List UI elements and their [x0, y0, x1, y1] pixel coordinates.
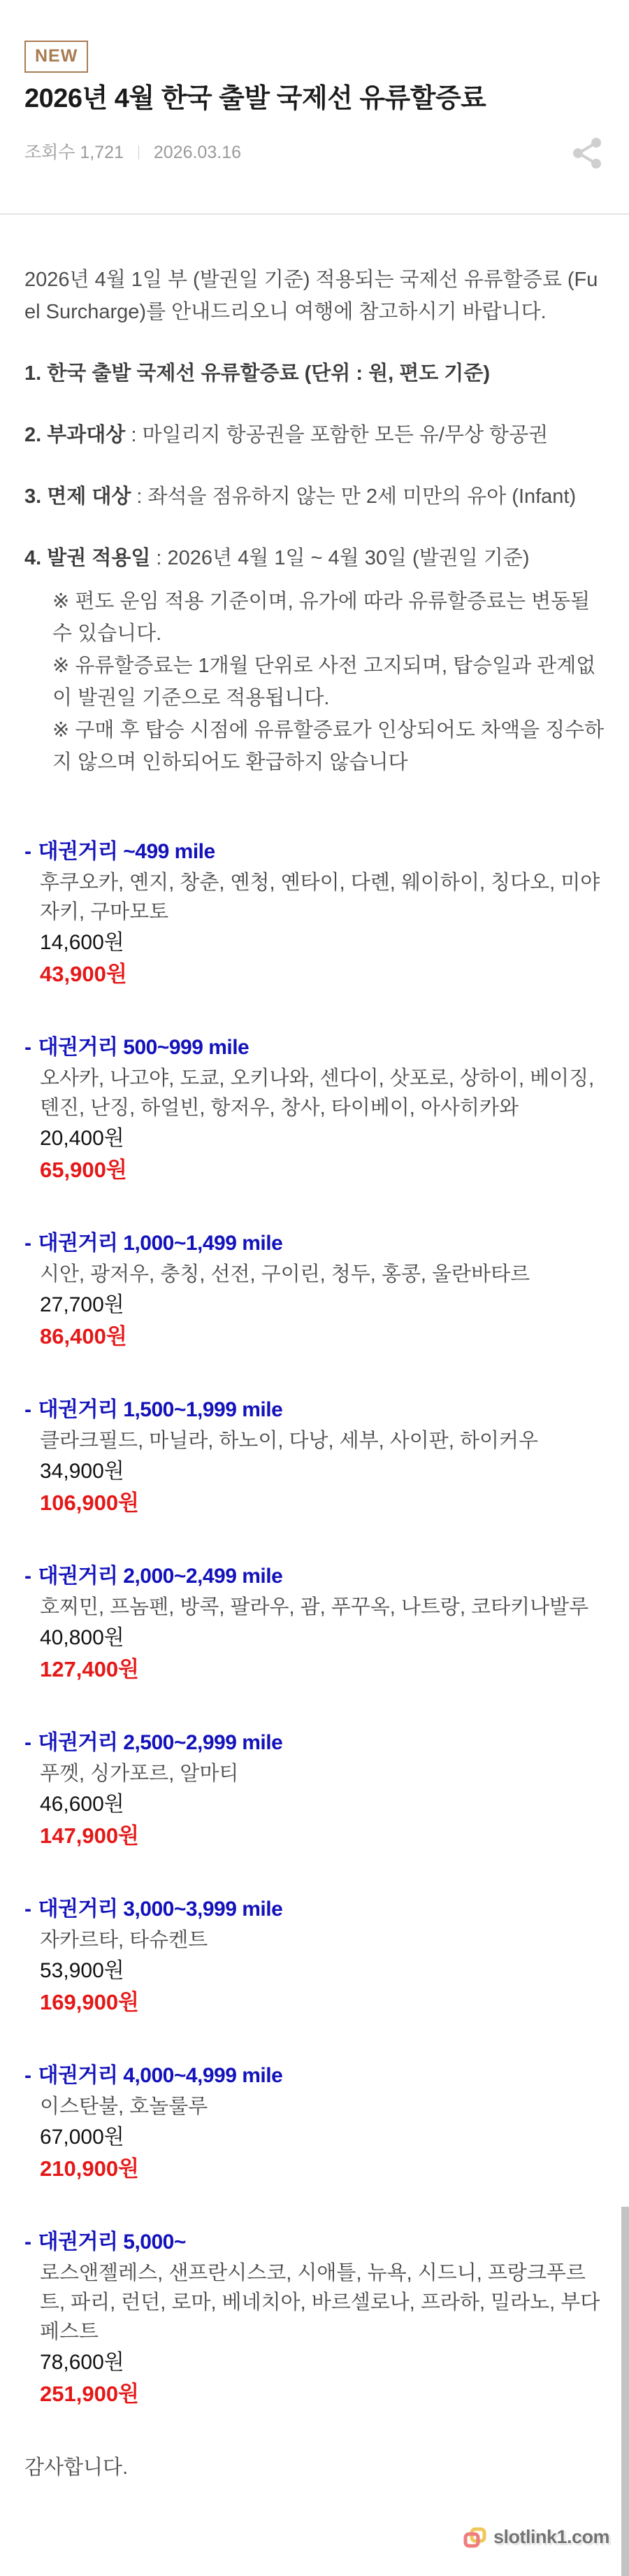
fare-section-1000-1499: [24, 1229, 605, 1352]
item-rest: : 마일리지 항공권을 포함한 모든 유/무상 항공권: [125, 423, 549, 446]
fare-price-total: 147,900원: [40, 1823, 140, 1848]
fare-range-title: [24, 1033, 605, 1062]
item-ticketing-period: [24, 542, 605, 574]
fare-range-title: [24, 1728, 605, 1758]
fare-cities: 이스탄불, 호놀룰루: [40, 2095, 208, 2118]
thanks-text: 감사합니다.: [24, 2456, 129, 2479]
fare-range-title: [24, 1562, 605, 1591]
fare-section-2500-2999: [24, 1728, 605, 1851]
fare-price-base: 27,700원: [40, 1293, 124, 1316]
dash-bullet: -: [24, 1035, 31, 1059]
fare-section-4000-4999: [24, 2061, 605, 2184]
fare-range-text: 대권거리 2,500~2,999 mile: [38, 1730, 283, 1754]
fare-price-base: 20,400원: [40, 1126, 124, 1150]
post-date: 2026.03.16: [153, 142, 241, 162]
fare-range-text: 대권거리 500~999 mile: [38, 1035, 250, 1059]
dash-bullet: -: [24, 1231, 31, 1255]
fare-range-title: [24, 1229, 605, 1258]
watermark-text: slotlink1.com: [493, 2526, 609, 2547]
fare-cities: 자카르타, 타슈켄트: [40, 1928, 208, 1951]
fare-section-0-499: [24, 837, 605, 990]
dash-bullet: -: [24, 2230, 31, 2254]
fare-range-text: 대권거리 4,000~4,999 mile: [38, 2063, 283, 2087]
item-rest: : 2026년 4월 1일 ~ 4월 30일 (발권일 기준): [150, 546, 530, 569]
slotlink-logo-icon: [463, 2527, 488, 2548]
fare-cities: 로스앤젤레스, 샌프란시스코, 시애틀, 뉴욕, 시드니, 프랑크푸르트, 파리, 런던, 로마, 베네치아, 바르셀로나, 프라하, 밀라노, 부다페스트: [40, 2261, 600, 2343]
fare-price-base: 78,600원: [40, 2350, 124, 2374]
fare-section-1500-1999: [24, 1395, 605, 1518]
fare-price-total: 43,900원: [40, 961, 127, 986]
fare-price-base: 40,800원: [40, 1625, 124, 1649]
fare-range-text: 대권거리 1,000~1,499 mile: [38, 1231, 283, 1255]
watermark-link[interactable]: [463, 2526, 609, 2548]
note: ※ 유류할증료는 1개월 단위로 사전 고지되며, 탑승일과 관계없이 발권일 기준으로 적용됩니다.: [52, 654, 596, 709]
fare-range-text: 대권거리 2,000~2,499 mile: [38, 1564, 283, 1588]
fare-price-total: 65,900원: [40, 1157, 127, 1182]
fare-price-base: 14,600원: [40, 930, 124, 954]
dash-bullet: -: [24, 1730, 31, 1754]
dash-bullet: -: [24, 1897, 31, 1921]
fare-cities: 호찌민, 프놈펜, 방콕, 팔라우, 괌, 푸꾸옥, 나트랑, 코타키나발루: [40, 1595, 589, 1618]
dash-bullet: -: [24, 1397, 31, 1421]
fare-cities: 클라크필드, 마닐라, 하노이, 다낭, 세부, 사이판, 하이커우: [40, 1429, 538, 1452]
intro-paragraph: 2026년 4월 1일 부 (발권일 기준) 적용되는 국제선 유류할증료 (Fuel Surcharge)를 안내드리오니 여행에 참고하시기 바랍니다.: [24, 268, 598, 323]
meta-divider: [138, 145, 139, 159]
page-title: 2026년 4월 한국 출발 국제선 유류할증료: [24, 83, 486, 113]
note: ※ 편도 운임 적용 기준이며, 유가에 따라 유류할증료는 변동될 수 있습니다.: [52, 590, 591, 645]
new-badge: NEW: [24, 41, 88, 73]
dash-bullet: -: [24, 2063, 31, 2087]
views-label: 조회수: [24, 142, 75, 162]
dash-bullet: -: [24, 1564, 31, 1588]
fare-price-base: 67,000원: [40, 2125, 124, 2149]
fare-price-total: 210,900원: [40, 2156, 140, 2181]
fare-section-5000-plus: [24, 2228, 605, 2410]
fare-cities: 오사카, 나고야, 도쿄, 오키나와, 센다이, 삿포로, 상하이, 베이징, 톈진, 난징, 하얼빈, 항저우, 창사, 타이베이, 아사히카와: [40, 1067, 595, 1119]
item-charge-target: [24, 419, 605, 451]
fare-price-total: 169,900원: [40, 1989, 140, 2014]
fare-price-base: 53,900원: [40, 1958, 124, 1982]
item-bold: 2. 부과대상: [24, 423, 126, 446]
views-count: 1,721: [80, 142, 124, 162]
fare-cities: 푸껫, 싱가포르, 알마티: [40, 1762, 239, 1785]
fare-cities: 후쿠오카, 옌지, 창춘, 옌청, 옌타이, 다롄, 웨이하이, 칭다오, 미야자키, 구마모토: [40, 871, 600, 923]
fare-price-total: 86,400원: [40, 1323, 127, 1349]
fare-section-500-999: [24, 1033, 605, 1186]
fare-sections: [24, 837, 605, 2410]
fare-price-base: 34,900원: [40, 1459, 124, 1483]
fare-section-3000-3999: [24, 1895, 605, 2018]
fare-range-text: 대권거리 3,000~3,999 mile: [38, 1897, 283, 1921]
item-bold: 3. 면제 대상: [24, 485, 131, 508]
fare-range-text: 대권거리 5,000~: [38, 2230, 186, 2254]
note: ※ 구매 후 탑승 시점에 유류할증료가 인상되어도 차액을 징수하지 않으며 인하되어도 환급하지 않습니다: [52, 718, 605, 774]
header-divider: [0, 213, 629, 215]
fare-cities: 시안, 광저우, 충칭, 선전, 구이린, 청두, 홍콩, 울란바타르: [40, 1262, 530, 1286]
dash-bullet: -: [24, 839, 31, 863]
share-icon[interactable]: [571, 136, 605, 170]
fare-range-text: 대권거리 1,500~1,999 mile: [38, 1397, 283, 1421]
fare-range-title: [24, 1895, 605, 1924]
item-rest: : 좌석을 점유하지 않는 만 2세 미만의 유아 (Infant): [131, 485, 577, 508]
fare-range-title: [24, 2228, 605, 2257]
item-bold: 1. 한국 출발 국제선 유류할증료 (단위 : 원, 편도 기준): [24, 362, 490, 385]
fare-price-base: 46,600원: [40, 1792, 124, 1816]
fare-section-2000-2499: [24, 1562, 605, 1685]
fare-range-title: [24, 1395, 605, 1425]
fare-range-title: [24, 2061, 605, 2091]
fare-price-total: 127,400원: [40, 1656, 140, 1681]
item-bold: 4. 발권 적용일: [24, 546, 151, 569]
fare-price-total: 106,900원: [40, 1490, 140, 1515]
fare-range-text: 대권거리 ~499 mile: [38, 839, 215, 863]
item-exempt-target: [24, 481, 605, 513]
notes-block: [24, 585, 605, 778]
item-surcharge-title: [24, 357, 605, 390]
fare-price-total: 251,900원: [40, 2381, 140, 2406]
scrollbar-thumb[interactable]: [621, 2207, 629, 2576]
fare-range-title: [24, 837, 605, 867]
post-meta: [24, 141, 605, 164]
